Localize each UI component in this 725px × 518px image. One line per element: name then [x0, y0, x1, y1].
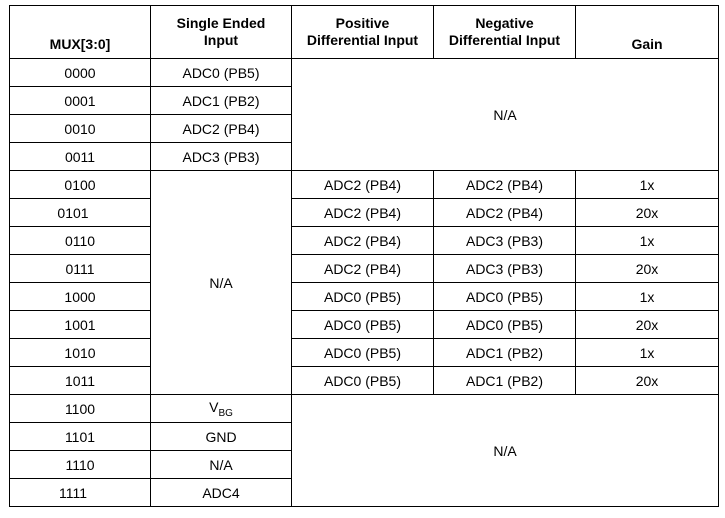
single-ended-cell: ADC4 — [151, 479, 292, 507]
negative-diff-cell: ADC1 (PB2) — [434, 339, 576, 367]
gain-cell: 20x — [576, 367, 719, 395]
mux-cell: 0111 — [10, 255, 151, 283]
table-row — [10, 255, 719, 283]
table-row — [10, 199, 719, 227]
gain-cell: 20x — [576, 255, 719, 283]
single-ended-cell: N/A — [151, 451, 292, 479]
header-gain-label: Gain — [631, 36, 663, 52]
mux-cell: 0110 — [10, 227, 151, 255]
table-row — [10, 395, 719, 423]
negative-diff-cell: ADC3 (PB3) — [434, 227, 576, 255]
table-row — [10, 283, 719, 311]
single-ended-cell — [151, 395, 292, 423]
gain-cell: 1x — [576, 171, 719, 199]
positive-diff-cell: ADC0 (PB5) — [292, 283, 434, 311]
header-mux — [10, 6, 151, 59]
adc-mux-table — [9, 5, 719, 507]
single-ended-cell: ADC1 (PB2) — [151, 87, 292, 115]
gain-cell: 20x — [576, 311, 719, 339]
positive-diff-cell: ADC0 (PB5) — [292, 367, 434, 395]
negative-diff-cell: ADC0 (PB5) — [434, 311, 576, 339]
header-negative-diff — [434, 6, 576, 59]
header-gain — [576, 6, 719, 59]
mux-cell: 0000 — [10, 59, 151, 87]
mux-cell: 1100 — [10, 395, 151, 423]
negative-diff-cell: ADC0 (PB5) — [434, 283, 576, 311]
single-ended-cell: ADC2 (PB4) — [151, 115, 292, 143]
gain-cell: 1x — [576, 339, 719, 367]
positive-diff-cell: ADC2 (PB4) — [292, 255, 434, 283]
table-row — [10, 171, 719, 199]
mux-cell: 0100 — [10, 171, 151, 199]
table-row — [10, 311, 719, 339]
gain-cell: 1x — [576, 227, 719, 255]
mux-cell: 1000 — [10, 283, 151, 311]
na-cell: N/A — [292, 395, 719, 507]
vbg-main: V — [209, 398, 219, 415]
single-ended-cell: GND — [151, 423, 292, 451]
mux-cell: 0010 — [10, 115, 151, 143]
mux-cell: 1010 — [10, 339, 151, 367]
positive-diff-cell: ADC0 (PB5) — [292, 339, 434, 367]
table-row — [10, 339, 719, 367]
na-cell: N/A — [292, 59, 719, 171]
negative-diff-cell: ADC3 (PB3) — [434, 255, 576, 283]
mux-cell: 0101 — [10, 199, 151, 227]
mux-cell: 1101 — [10, 423, 151, 451]
mux-cell: 0001 — [10, 87, 151, 115]
table-row — [10, 367, 719, 395]
table-row — [10, 59, 719, 87]
header-mux-label: MUX[3:0] — [49, 36, 111, 52]
na-cell: N/A — [151, 171, 292, 395]
mux-cell: 1111 — [10, 479, 151, 507]
gain-cell: 20x — [576, 199, 719, 227]
header-single-ended — [151, 6, 292, 59]
table-row — [10, 227, 719, 255]
positive-diff-cell: ADC0 (PB5) — [292, 311, 434, 339]
header-neg-line1: Negative — [475, 15, 534, 31]
mux-cell: 1001 — [10, 311, 151, 339]
positive-diff-cell: ADC2 (PB4) — [292, 199, 434, 227]
positive-diff-cell: ADC2 (PB4) — [292, 171, 434, 199]
header-single-line1: Single Ended — [176, 15, 266, 31]
gain-cell: 1x — [576, 283, 719, 311]
single-ended-cell: ADC3 (PB3) — [151, 143, 292, 171]
header-neg-line2: Differential Input — [448, 32, 561, 48]
header-pos-line1: Positive — [335, 15, 390, 31]
vbg-subscript: BG — [218, 407, 233, 419]
mux-cell: 1011 — [10, 367, 151, 395]
mux-cell: 0011 — [10, 143, 151, 171]
header-positive-diff — [292, 6, 434, 59]
header-pos-line2: Differential Input — [306, 32, 419, 48]
negative-diff-cell: ADC2 (PB4) — [434, 199, 576, 227]
positive-diff-cell: ADC2 (PB4) — [292, 227, 434, 255]
negative-diff-cell: ADC1 (PB2) — [434, 367, 576, 395]
negative-diff-cell: ADC2 (PB4) — [434, 171, 576, 199]
table-header-row — [10, 6, 719, 59]
mux-cell: 1110 — [10, 451, 151, 479]
header-single-line2: Input — [203, 32, 239, 48]
single-ended-cell: ADC0 (PB5) — [151, 59, 292, 87]
